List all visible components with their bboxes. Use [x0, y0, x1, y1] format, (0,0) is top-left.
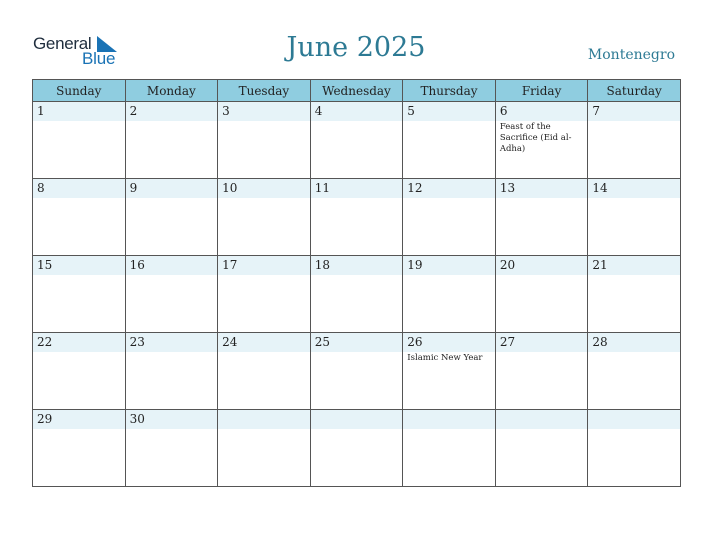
day-number: 17	[222, 258, 238, 272]
day-number: 5	[407, 104, 415, 118]
day-cell	[310, 410, 403, 487]
day-number: 20	[499, 258, 516, 272]
day-number: 15	[37, 258, 53, 272]
holiday-label: Islamic New Year	[407, 353, 483, 363]
weekday-saturday: Saturday	[588, 80, 681, 102]
calendar-grid	[32, 79, 681, 487]
weekday-sunday: Sunday	[33, 80, 126, 102]
day-number	[218, 410, 310, 411]
day-cell	[125, 333, 218, 410]
day-cell	[495, 179, 588, 256]
day-header-band	[496, 410, 588, 429]
day-cell	[125, 179, 218, 256]
day-cell	[310, 179, 403, 256]
day-number: 11	[314, 181, 330, 195]
day-number	[588, 410, 680, 411]
day-number: 13	[499, 181, 516, 195]
day-number: 14	[592, 181, 608, 195]
day-number: 3	[222, 104, 230, 118]
logo-general-text: General	[33, 34, 92, 53]
day-cell	[588, 179, 681, 256]
day-cell	[495, 410, 588, 487]
weekday-wednesday: Wednesday	[310, 80, 403, 102]
day-number: 22	[37, 335, 53, 349]
day-cell	[33, 256, 126, 333]
day-cell	[588, 410, 681, 487]
day-cell	[495, 102, 588, 179]
day-cell	[403, 102, 496, 179]
day-number	[403, 410, 495, 411]
week-row	[33, 256, 681, 333]
day-number: 25	[314, 335, 330, 349]
weekday-friday: Friday	[495, 80, 588, 102]
day-cell	[218, 179, 311, 256]
day-number: 29	[37, 412, 53, 426]
day-cell	[495, 256, 588, 333]
day-cell	[218, 333, 311, 410]
week-row	[33, 333, 681, 410]
week-row	[33, 102, 681, 179]
weekday-monday: Monday	[125, 80, 218, 102]
day-cell	[403, 333, 496, 410]
day-number: 8	[37, 181, 45, 195]
day-cell	[588, 333, 681, 410]
weekday-tuesday: Tuesday	[218, 80, 311, 102]
day-cell	[403, 179, 496, 256]
day-header-band	[218, 410, 310, 429]
day-cell	[33, 179, 126, 256]
day-number: 12	[407, 181, 423, 195]
day-number: 2	[129, 104, 138, 118]
country-label: Montenegro	[587, 47, 675, 63]
day-cell	[403, 410, 496, 487]
day-cell	[588, 256, 681, 333]
week-row	[33, 179, 681, 256]
day-number: 24	[222, 335, 238, 349]
week-row	[33, 410, 681, 487]
logo-blue-text: Blue	[82, 49, 116, 68]
day-number	[311, 410, 403, 411]
day-number: 23	[129, 335, 145, 349]
day-cell	[218, 102, 311, 179]
day-cell	[588, 102, 681, 179]
day-header-band	[588, 410, 680, 429]
day-number: 28	[592, 335, 608, 349]
day-cell	[495, 333, 588, 410]
day-number: 9	[129, 181, 138, 195]
day-number: 1	[37, 104, 45, 118]
day-cell	[403, 256, 496, 333]
day-cell	[218, 410, 311, 487]
day-number: 21	[592, 258, 608, 272]
day-cell	[125, 102, 218, 179]
day-number: 27	[499, 335, 516, 349]
day-cell	[33, 102, 126, 179]
day-cell	[310, 102, 403, 179]
calendar-body	[33, 102, 681, 487]
weekday-thursday: Thursday	[403, 80, 496, 102]
weekday-header-row	[33, 80, 681, 102]
day-number: 6	[499, 104, 508, 118]
day-cell	[125, 256, 218, 333]
holiday-label: Feast of the Sacrifice (Eid al-Adha)	[499, 122, 572, 154]
day-number: 26	[407, 335, 423, 349]
day-cell	[218, 256, 311, 333]
day-header-band	[311, 410, 403, 429]
day-number: 16	[129, 258, 145, 272]
day-number: 7	[592, 104, 601, 118]
day-cell	[33, 333, 126, 410]
day-header-band	[403, 410, 495, 429]
day-cell	[33, 410, 126, 487]
day-number	[496, 410, 588, 411]
day-number: 4	[314, 104, 323, 118]
page-title: June 2025	[286, 32, 426, 63]
day-cell	[310, 256, 403, 333]
day-number: 18	[314, 258, 330, 272]
day-number: 19	[407, 258, 423, 272]
day-number: 10	[222, 181, 238, 195]
day-cell	[125, 410, 218, 487]
day-cell	[310, 333, 403, 410]
day-number: 30	[129, 412, 145, 426]
